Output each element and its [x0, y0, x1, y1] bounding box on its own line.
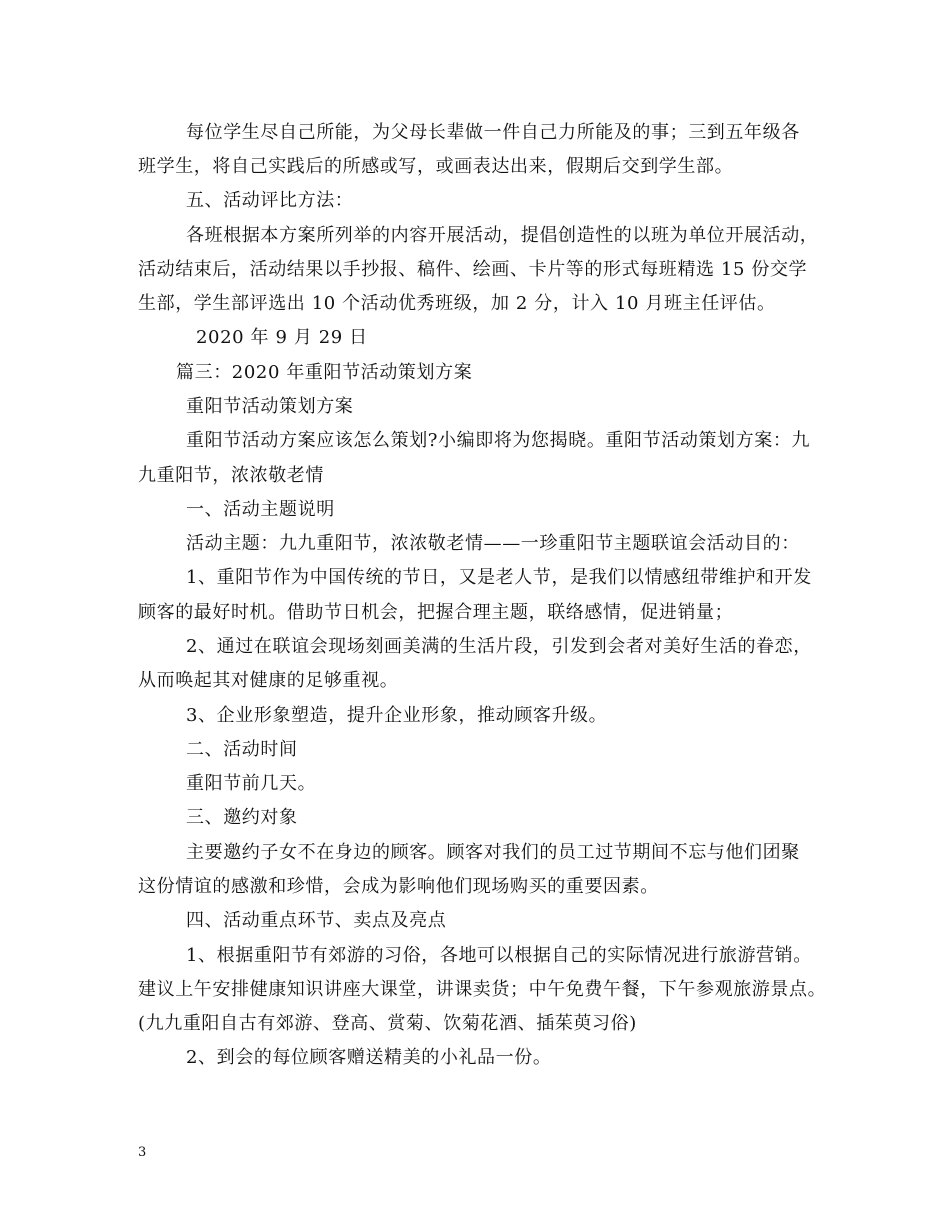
paragraph-line: 主要邀约子女不在身边的顾客。顾客对我们的员工过节期间不忘与他们团聚 — [186, 842, 800, 863]
page-number: 3 — [138, 1145, 147, 1160]
paragraph-line: 活动主题：九九重阳节，浓浓敬老情——一珍重阳节主题联谊会活动目的： — [186, 533, 800, 554]
paragraph-line: 建议上午安排健康知识讲座大课堂，讲课卖货；中午免费午餐，下午参观旅游景点。 — [138, 979, 827, 1000]
paragraph-line: (九九重阳自古有郊游、登高、赏菊、饮菊花酒、插茱萸习俗) — [138, 1013, 637, 1034]
paragraph-line: 生部，学生部评选出 10 个活动优秀班级，加 2 分，计入 10 月班主任评估。 — [138, 293, 776, 314]
paragraph-line: 1、根据重阳节有郊游的习俗，各地可以根据自己的实际情况进行旅游营销。 — [186, 945, 812, 966]
section-heading: 三、邀约对象 — [186, 807, 298, 828]
section-heading: 四、活动重点环节、卖点及亮点 — [186, 910, 447, 931]
paragraph-line: 重阳节活动方案应该怎么策划?小编即将为您揭晓。重阳节活动策划方案：九 — [186, 430, 811, 451]
section-heading: 一、活动主题说明 — [186, 499, 335, 520]
paragraph-line: 重阳节前几天。 — [186, 773, 317, 794]
paragraph-line: 1、重阳节作为中国传统的节日，又是老人节，是我们以情感纽带维护和开发 — [186, 567, 812, 588]
paragraph-line: 每位学生尽自己所能，为父母长辈做一件自己力所能及的事；三到五年级各 — [186, 122, 800, 143]
date-line: 2020 年 9 月 29 日 — [196, 327, 368, 348]
chapter-title: 篇三：2020 年重阳节活动策划方案 — [176, 362, 473, 383]
section-heading: 五、活动评比方法： — [186, 190, 354, 211]
paragraph-line: 班学生，将自己实践后的所感或写，或画表达出来，假期后交到学生部。 — [138, 156, 734, 177]
paragraph-line: 顾客的最好时机。借助节日机会，把握合理主题，联络感情，促进销量； — [138, 602, 734, 623]
paragraph-line: 这份情谊的感激和珍惜，会成为影响他们现场购买的重要因素。 — [138, 876, 659, 897]
paragraph-line: 2、通过在联谊会现场刻画美满的生活片段，引发到会者对美好生活的眷恋， — [186, 636, 812, 657]
section-title: 重阳节活动策划方案 — [186, 396, 354, 417]
paragraph-line: 3、企业形象塑造，提升企业形象，推动顾客升级。 — [186, 705, 608, 726]
paragraph-line: 九重阳节，浓浓敬老情 — [138, 465, 324, 486]
paragraph-line: 从而唤起其对健康的足够重视。 — [138, 670, 399, 691]
section-heading: 二、活动时间 — [186, 739, 298, 760]
paragraph-line: 活动结束后，活动结果以手抄报、稿件、绘画、卡片等的形式每班精选 15 份交学 — [138, 259, 808, 280]
paragraph-line: 各班根据本方案所列举的内容开展活动，提倡创造性的以班为单位开展活动， — [186, 225, 819, 246]
paragraph-line: 2、到会的每位顾客赠送精美的小礼品一份。 — [186, 1047, 552, 1068]
